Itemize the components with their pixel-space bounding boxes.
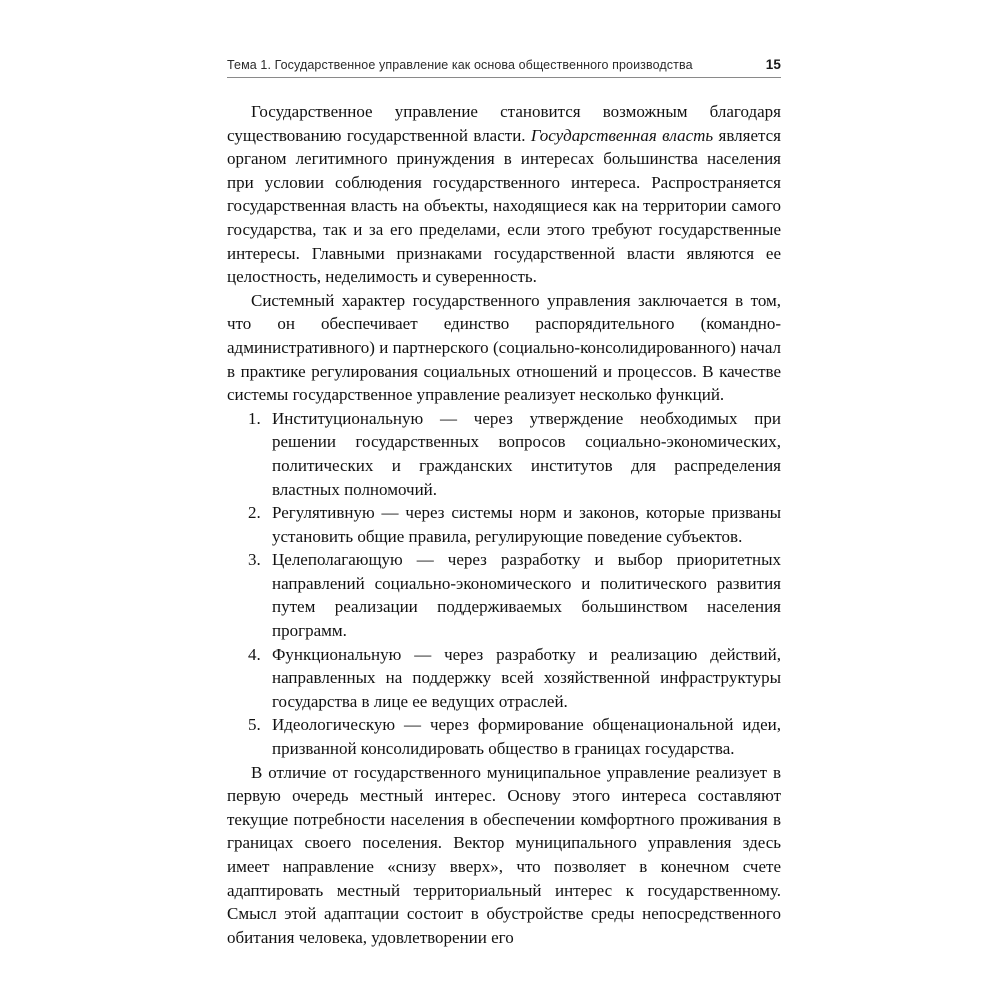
running-header (227, 57, 781, 72)
list-item (227, 501, 781, 548)
paragraph-2: Системный характер государственного управления заключается в том, что он обеспечивает единство распорядительного (командно-административного) и партнерского (социально-консолидированного) начал в практике регулирования социальных отношений и процессов. В качестве системы государственное управление реализует несколько функций. (227, 290, 781, 405)
paragraph-1 (227, 100, 781, 289)
paragraph-1-term-italic: Государственная власть (530, 125, 714, 145)
list-item (227, 643, 781, 714)
paragraph-1-text-after: является органом легитимного принуждения в интересах большинства населения при условии соблюдения государственного интереса. Распространяется государственная власть на объекты, находящиеся как на территории самого государства, так и за его пределами, если этого требуют государственные интересы. Главными признаками государственной власти являются ее целостность, неделимость и суверенность. (227, 125, 781, 287)
page-number: 15 (765, 57, 781, 72)
list-item-text: Целеполагающую — через разработку и выбор приоритетных направлений социально-экономического и политического развития путем реализации поддерживаемых большинством населения программ. (272, 550, 781, 641)
list-item-text: Институциональную — через утверждение необходимых при решении государственных вопросов социально-экономических, политических и гражданских институтов для распределения властных полномочий. (272, 408, 781, 499)
header-rule (227, 77, 781, 78)
list-item-number: 5. (248, 715, 261, 735)
list-item-text: Регулятивную — через системы норм и законов, которые призваны установить общие правила, регулирующие поведение субъектов. (272, 503, 781, 546)
list-item (227, 713, 781, 760)
paragraph-3: В отличие от государственного муниципальное управление реализует в первую очередь местный интерес. Основу этого интереса составляют текущие потребности населения в обеспечении комфортного проживания в границах своего поселения. Вектор муниципального управления здесь имеет направление «снизу вверх», что позволяет в конечном счете адаптировать местный территориальный интерес к государственному. Смысл этой адаптации состоит в обустройстве среды непосредственного обитания человека, удовлетворении его (227, 762, 781, 947)
list-item-text: Идеологическую — через формирование общенациональной идеи, призванной консолидировать общество в границах государства. (272, 715, 781, 759)
paragraph-1-text-before: Государственное управление становится возможным благодаря существованию государственной власти. (227, 102, 781, 145)
functions-list (227, 407, 781, 761)
list-item-number: 1. (248, 408, 261, 428)
page-content (227, 0, 781, 949)
list-item (227, 548, 781, 642)
list-item (227, 407, 781, 501)
body-text (227, 100, 781, 949)
list-item-number: 2. (248, 503, 261, 523)
list-item-number: 3. (248, 550, 261, 570)
chapter-title: Тема 1. Государственное управление как основа общественного производства (227, 58, 693, 72)
list-item-text: Функциональную — через разработку и реализацию действий, направленных на поддержку всей хозяйственной инфраструктуры государства в лице ее ведущих отраслей. (272, 644, 781, 711)
list-item-number: 4. (248, 644, 261, 664)
